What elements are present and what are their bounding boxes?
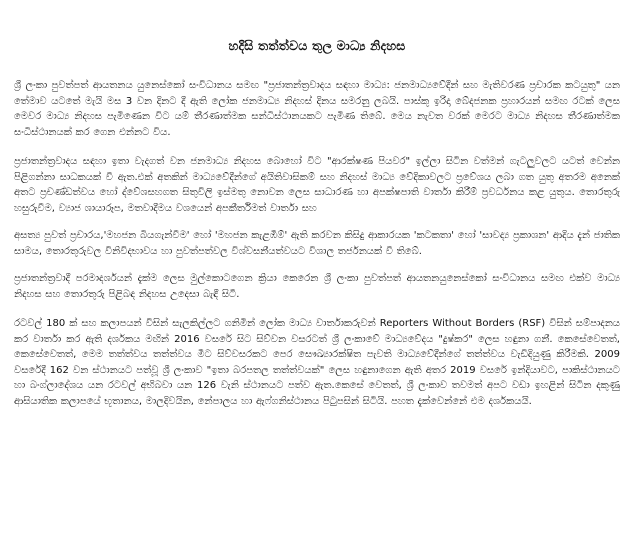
paragraph-media-freedom: ප්‍රජාතන්ත්‍රවාදය සඳහා ඉතා වැදගත් වන ජනමාධ්‍ය නිදහස බොහෝ විට "ආරක්ෂණ පියවර" ඉල්ලා සිටින වත්මන් ගැටලුවලට යටත් වෙන්න පිළිගන්නා සාධකයක් වී ඇත.එක් අතකින් මාධ්‍යවේදීන්ගේ අයිතිවාසිකම් සහ නිදහස් මාධ්‍ය වේදිකාවලට ප්‍රවේශය ලබා ගත යුතු අතරම අනෙක් අතට ප්‍රචණ්ඩත්වය හෝ ද්වේශසහගත සිතුවිලි ඉස්මතු නොවන ලෙස සාධාරණ හා අපක්ෂපාති වාර්තා කිරීම් ප්‍රවර්ධනය කළ යුතුය. තොරතුරු හසුරුවීම, ව්‍යාජ ශායාරූප, මතවාදීමය වශයෙන් අපකීර්තිමත් වාර්තා සහ (14, 156, 620, 214)
paragraph-intro: ශ්‍රී ලංකා පුවත්පත් ආයතනය යුනෙස්කෝ සංවිධානය සමඟ "ප්‍රජාතන්ත්‍රවාදය සඳහා මාධ්‍ය: ජනමාධ්‍යවේදීන් සහ මැතිවරණ ප්‍රචාරක කටයුතු" යන තේමාව යටතේ මැයි මස 3 වන දිනට දී ඇති ලෝක ජනමාධ්‍ය නිදහස් දිනය සමරනු ලබයි. පාස්කු ඉරිදා බේදජනක ප්‍රහාරයන් සමඟ රටක් ලෙස මෙවර මාධ්‍ය නිදහස පැමිණෙන විට යම් තීරණාත්මක සන්ධිස්ථානයකට පැමිණ තිබේ. මෙය නැවත වරක් මෙරට මාධ්‍ය නිදහස තීරණාත්මක සංධිස්ථානයක් කර ගෙන එන්නට විය. (14, 80, 620, 138)
paragraph-rsf-index: රටවල් 180 ක් සහ කලාපයන් විසින් සැලකිල්ලට ගනිමින් ලෝක මාධ්‍ය වාර්තාකරුවන් Reporters Without Borders (RSF) විසින් සම්පාදනය කර වාර්තා කර ඇති දර්ශකය මඟින් 2016 වසරේ සිට සිව්වන වසරටත් ශ්‍රී ලංකාවේ මාධ්‍යවේදය "දුෂ්කර" ලෙස හඳුනා ගනී. කෙසේවෙතත්, කෙසේවෙතත්, මෙම තත්ත්වය තත්ත්වය මීට සිව්වසරකට පෙර සෞඛ්‍යාරක්ෂිත පැවති මාධ්‍යවේදීන්ගේ තත්ත්වය වැඩිදියුණු කිරීමකි. 2009 වසරේදී 162 වන ස්ථානයට පත්වූ ශ්‍රී ලංකාව "ඉතා බරපතල තත්ත්වයක්" ලෙස හඳුනාගෙන ඇති අතර 2019 වසරේ ඉන්දියාවට, පාකිස්ථානයට හා බංග්ලාදේශය යන රටවල් අභිබවා යන 126 වැනි ස්ථානයට පත්ව ඇත.කෙසේ වෙතත්, ශ්‍රී ලංකාව තවමත් අපට වඩා ඉහළින් සිටින දකුණු ආසියාතික කලාපයේ භූතානය, මාලදිවයින, නේපාලය හා ඇෆ්ගනිස්ථානය පිටුපසින් සිටියි. පහත දැක්වෙන්නේ එම දර්ශකයයි. (14, 318, 620, 407)
document-title: හදිසි තත්ත්වය තුල මාධ්‍ය නිදහස (228, 38, 406, 53)
paragraph-false-news: අසත්‍ය පුවත් ප්‍රචාරය,'මහජන බියගැන්වීම' හෝ 'මහජන කැළඹීම්' ඇති කරවන කිසිදු ආකාරයක 'කටකතා' හෝ 'සාවද්‍ය ප්‍රකාශන' ආදිය දැන් ජාතික සාමය, තොරතුරුවල විනිවිදභාවය හා පුවත්පත්වල විශ්වසනීයත්වයට විශාල තර්ජනයක් වී තිබේ. (14, 230, 620, 257)
paragraph-commitment: ප්‍රජාතන්ත්‍රවාදී පරමාදර්ශයන් දැක්ම ලෙස මුල්කොටගෙන ක්‍රියා කෙරෙන ශ්‍රී ලංකා පුවත්පත් ආයතනයුනෙස්කෝ සංවිධානය සමඟ එක්ව මාධ්‍ය නිදහස සහ තොරතුරු පිළිබඳ නිදහස උදෙසා බැඳී සිටී. (14, 273, 620, 300)
